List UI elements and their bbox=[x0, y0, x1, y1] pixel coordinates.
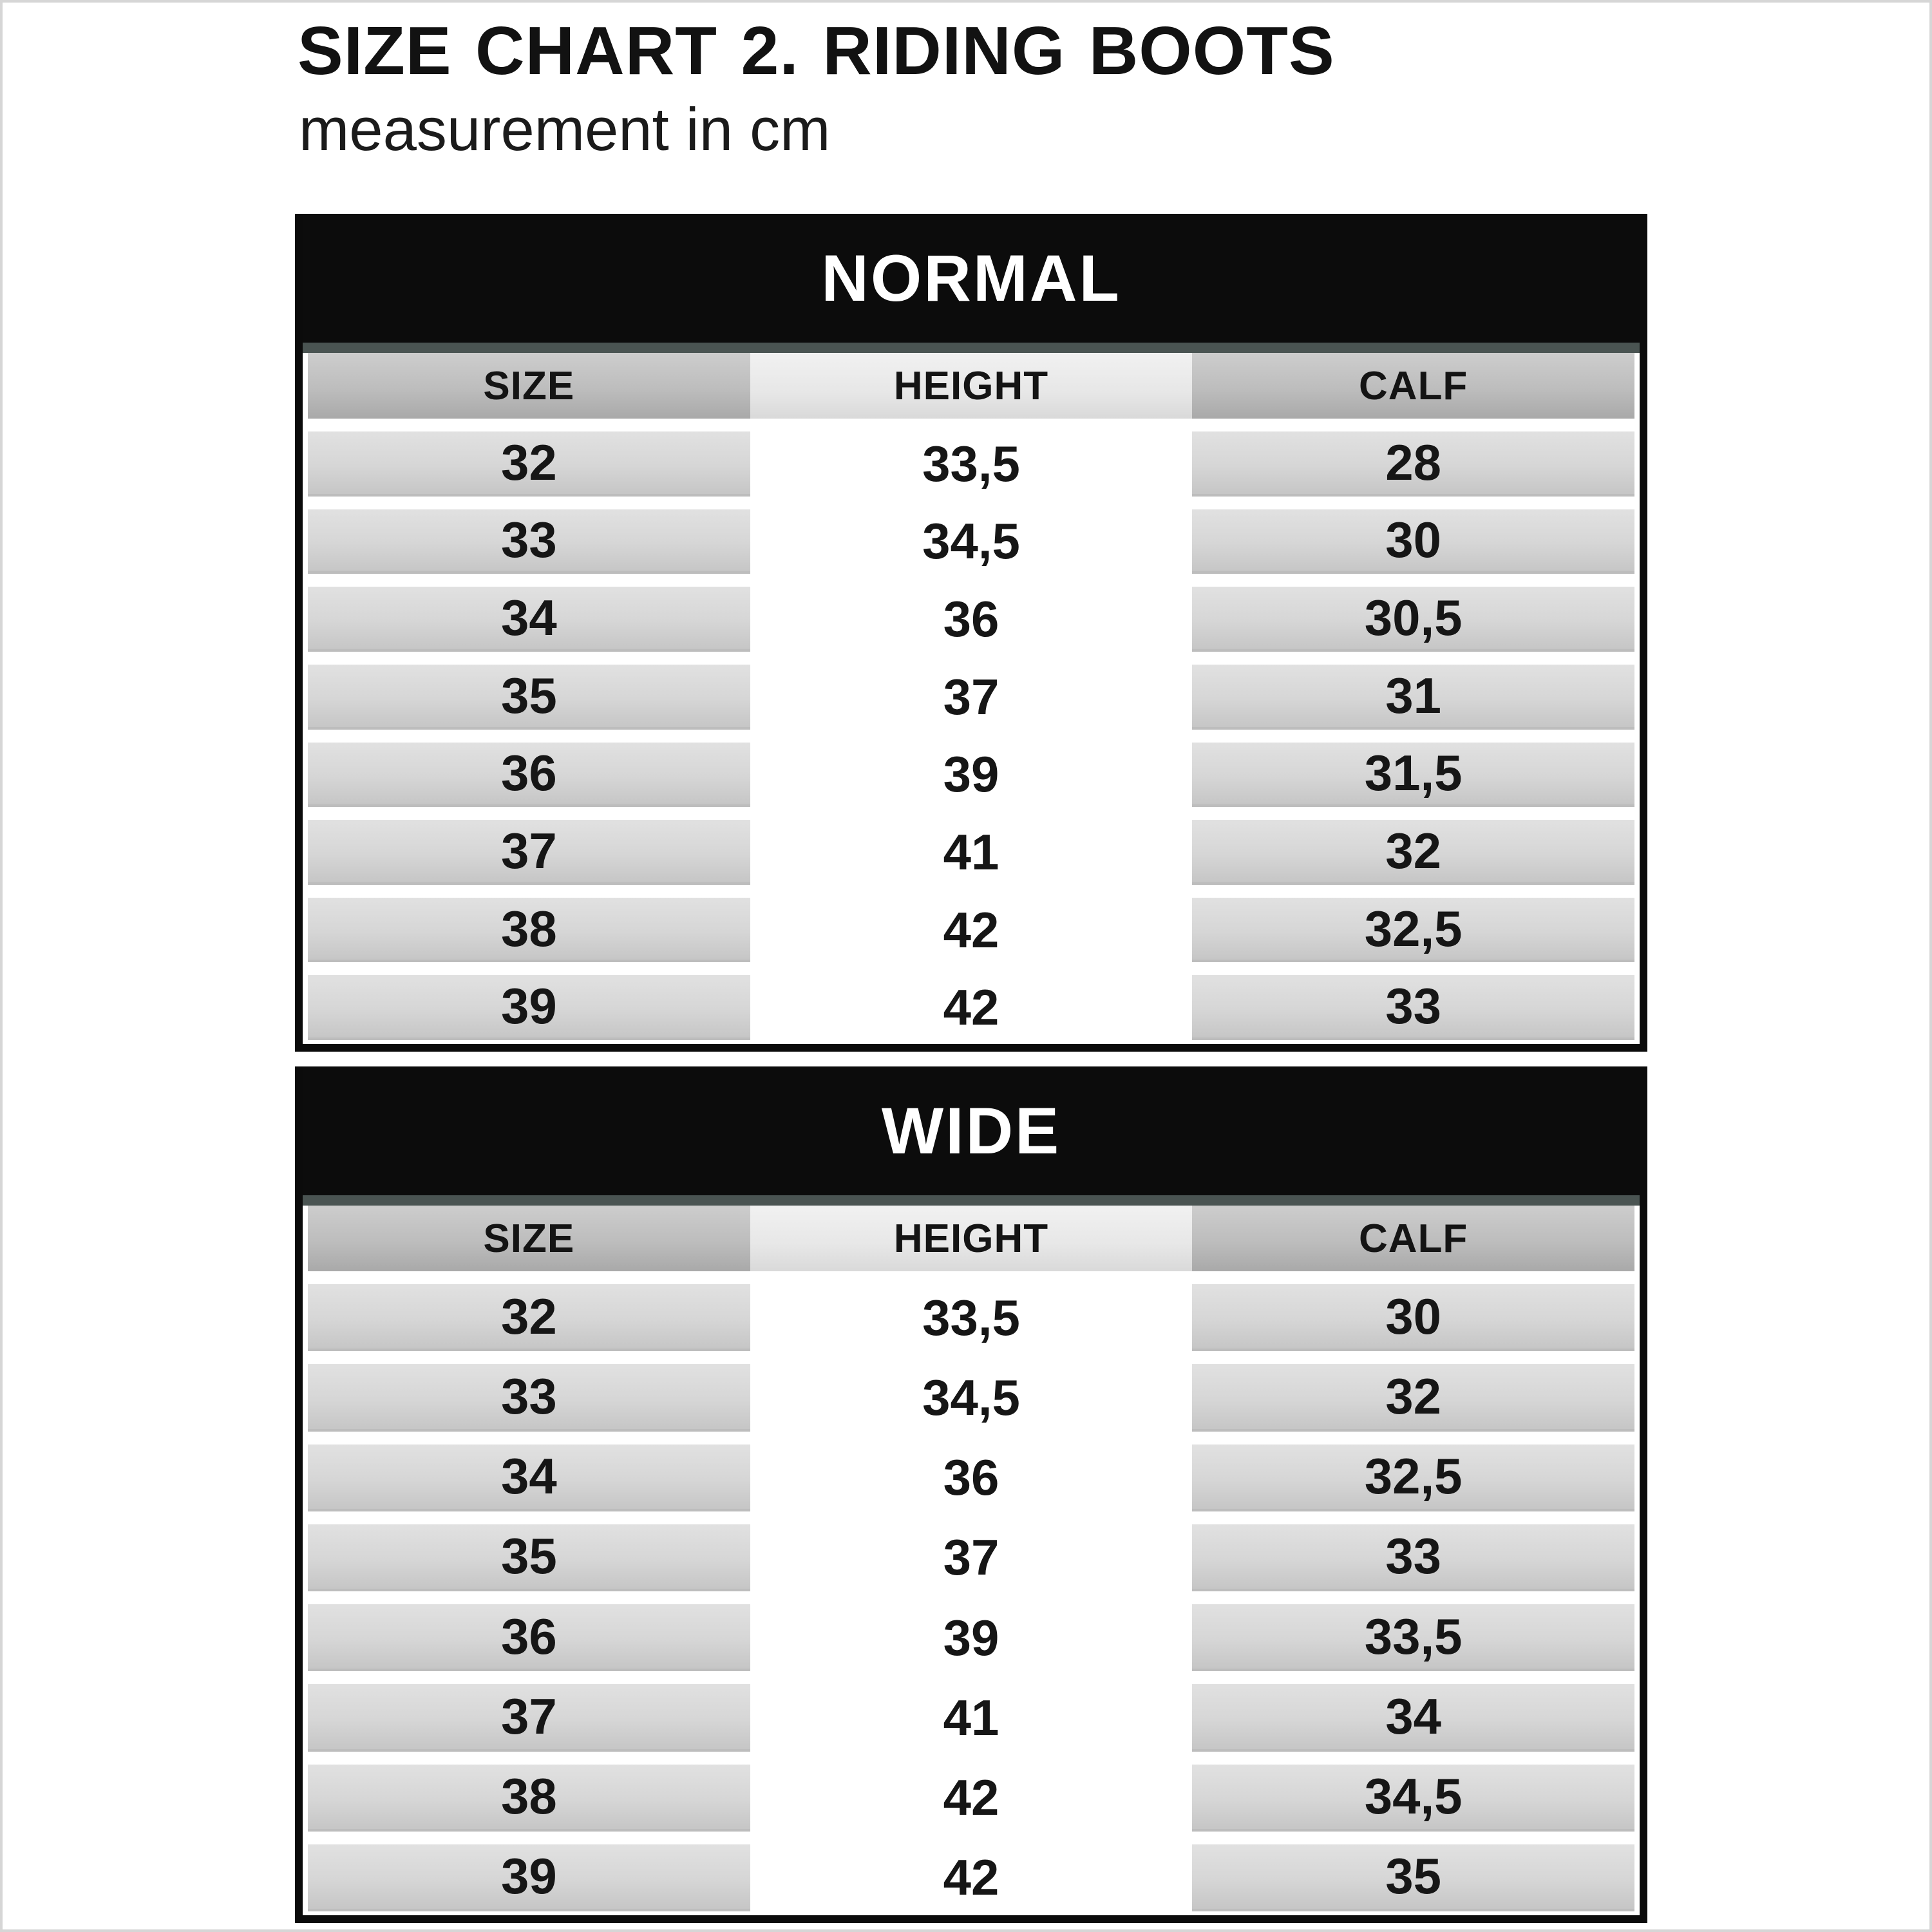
calf-cell: 30 bbox=[1192, 1284, 1634, 1351]
height-cell: 39 bbox=[943, 1609, 999, 1666]
size-cell: 38 bbox=[308, 1765, 750, 1832]
table-row bbox=[308, 1524, 1634, 1591]
size-cell: 35 bbox=[308, 665, 750, 730]
calf-cell: 33 bbox=[1192, 975, 1634, 1040]
height-cell: 33,5 bbox=[922, 435, 1020, 492]
height-cell: 34,5 bbox=[922, 513, 1020, 570]
table-row bbox=[308, 975, 1634, 1040]
table-row bbox=[308, 1684, 1634, 1751]
size-cell: 39 bbox=[308, 1844, 750, 1911]
calf-cell: 32 bbox=[1192, 1364, 1634, 1431]
table-row bbox=[308, 743, 1634, 808]
divider-strip bbox=[303, 343, 1640, 353]
header-block bbox=[298, 10, 1335, 164]
size-cell: 39 bbox=[308, 975, 750, 1040]
calf-cell: 32 bbox=[1192, 820, 1634, 885]
normal-table-rows bbox=[303, 419, 1640, 1044]
table-row bbox=[308, 820, 1634, 885]
table-row bbox=[308, 1284, 1634, 1351]
calf-cell: 33 bbox=[1192, 1524, 1634, 1591]
height-cell: 37 bbox=[943, 1529, 999, 1586]
height-cell: 36 bbox=[943, 1449, 999, 1506]
table-row bbox=[308, 665, 1634, 730]
column-header-size: SIZE bbox=[308, 1206, 750, 1271]
divider-strip bbox=[303, 1195, 1640, 1206]
height-cell: 42 bbox=[943, 901, 999, 958]
calf-cell: 34 bbox=[1192, 1684, 1634, 1751]
height-cell: 37 bbox=[943, 668, 999, 725]
table-row bbox=[308, 587, 1634, 652]
page-subtitle: measurement in cm bbox=[299, 95, 831, 164]
table-row bbox=[308, 1604, 1634, 1671]
column-header-row bbox=[308, 1206, 1634, 1271]
wide-table-header-band bbox=[303, 1066, 1640, 1195]
height-cell: 41 bbox=[943, 823, 999, 880]
calf-cell: 34,5 bbox=[1192, 1765, 1634, 1832]
size-cell: 32 bbox=[308, 431, 750, 497]
calf-cell: 28 bbox=[1192, 431, 1634, 497]
calf-cell: 31 bbox=[1192, 665, 1634, 730]
column-header-calf: CALF bbox=[1192, 353, 1634, 419]
table-row bbox=[308, 509, 1634, 574]
table-row bbox=[308, 1844, 1634, 1911]
height-cell: 36 bbox=[943, 591, 999, 648]
table-row bbox=[308, 1765, 1634, 1832]
calf-cell: 35 bbox=[1192, 1844, 1634, 1911]
calf-cell: 30,5 bbox=[1192, 587, 1634, 652]
size-cell: 36 bbox=[308, 743, 750, 808]
size-cell: 34 bbox=[308, 587, 750, 652]
wide-size-table bbox=[295, 1066, 1647, 1923]
page-title: SIZE CHART 2. RIDING BOOTS bbox=[298, 13, 1335, 89]
height-cell: 42 bbox=[943, 1849, 999, 1906]
column-header-height: HEIGHT bbox=[750, 353, 1193, 419]
table-row bbox=[308, 1364, 1634, 1431]
normal-size-table bbox=[295, 214, 1647, 1052]
size-cell: 33 bbox=[308, 1364, 750, 1431]
wide-table-rows bbox=[303, 1271, 1640, 1915]
table-row bbox=[308, 431, 1634, 497]
calf-cell: 32,5 bbox=[1192, 1444, 1634, 1511]
size-cell: 37 bbox=[308, 1684, 750, 1751]
calf-cell: 31,5 bbox=[1192, 743, 1634, 808]
size-cell: 36 bbox=[308, 1604, 750, 1671]
height-cell: 39 bbox=[943, 746, 999, 803]
height-cell: 34,5 bbox=[922, 1368, 1020, 1426]
table-row bbox=[308, 898, 1634, 963]
calf-cell: 30 bbox=[1192, 509, 1634, 574]
size-cell: 34 bbox=[308, 1444, 750, 1511]
height-cell: 42 bbox=[943, 979, 999, 1036]
size-cell: 32 bbox=[308, 1284, 750, 1351]
calf-cell: 33,5 bbox=[1192, 1604, 1634, 1671]
size-cell: 37 bbox=[308, 820, 750, 885]
normal-table-title: NORMAL bbox=[821, 241, 1121, 315]
column-header-row bbox=[308, 353, 1634, 419]
height-cell: 41 bbox=[943, 1689, 999, 1746]
column-header-height: HEIGHT bbox=[750, 1206, 1193, 1271]
height-cell: 42 bbox=[943, 1769, 999, 1826]
column-header-size: SIZE bbox=[308, 353, 750, 419]
size-cell: 33 bbox=[308, 509, 750, 574]
size-cell: 35 bbox=[308, 1524, 750, 1591]
wide-table-title: WIDE bbox=[881, 1094, 1061, 1168]
normal-table-header-band bbox=[303, 214, 1640, 343]
size-cell: 38 bbox=[308, 898, 750, 963]
calf-cell: 32,5 bbox=[1192, 898, 1634, 963]
column-header-calf: CALF bbox=[1192, 1206, 1634, 1271]
table-row bbox=[308, 1444, 1634, 1511]
height-cell: 33,5 bbox=[922, 1289, 1020, 1346]
